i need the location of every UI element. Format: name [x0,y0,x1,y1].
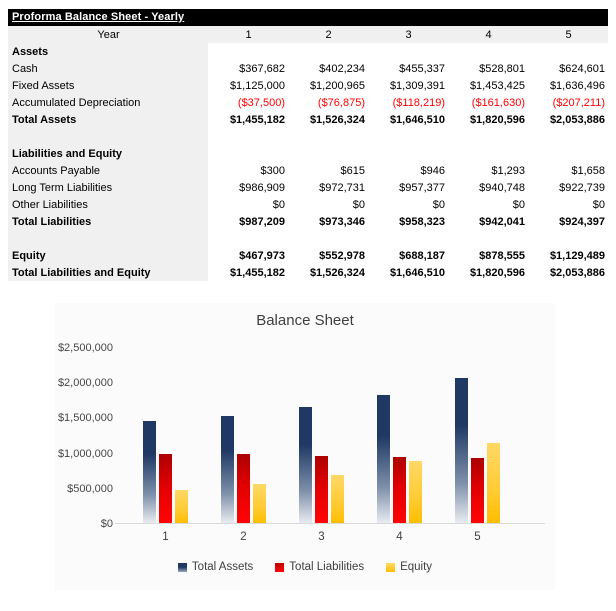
assets-bar[interactable] [299,407,312,523]
legend-item[interactable] [178,561,253,573]
value-cell[interactable] [528,43,608,60]
value-cell[interactable] [528,230,608,247]
x-axis-category-label: 2 [240,531,247,543]
table-row [8,162,608,179]
balance-sheet-grid [8,26,608,281]
year-column-header[interactable]: 1 [208,26,288,43]
value-cell[interactable]: $1,526,324 [288,111,368,128]
y-axis-tick-label: $2,000,000 [57,377,113,390]
liab-legend-swatch-icon [275,563,284,572]
table-row [8,196,608,213]
liab-bar[interactable] [471,458,484,523]
legend-label: Equity [400,561,433,573]
assets-bar[interactable] [221,416,234,523]
x-axis-category-label: 5 [474,531,481,543]
value-cell[interactable]: $922,739 [528,179,608,196]
value-cell[interactable]: $972,731 [288,179,368,196]
table-row [8,111,608,128]
value-cell[interactable]: $1,453,425 [448,77,528,94]
equity-bar[interactable] [253,484,266,523]
value-cell[interactable]: $2,053,886 [528,111,608,128]
value-cell[interactable] [528,128,608,145]
equity-bar[interactable] [487,443,500,523]
value-cell[interactable]: $455,337 [368,60,448,77]
year-column-header[interactable]: 5 [528,26,608,43]
value-cell[interactable] [368,145,448,162]
value-cell[interactable]: $1,820,596 [448,264,528,281]
table-row [8,230,608,247]
value-cell[interactable]: $1,646,510 [368,264,448,281]
value-cell[interactable]: $942,041 [448,213,528,230]
table-row [8,264,608,281]
liab-bar[interactable] [237,454,250,523]
row-label-cell[interactable]: Other Liabilities [8,196,208,213]
equity-bar[interactable] [331,475,344,523]
legend-item[interactable] [386,561,432,573]
value-cell[interactable]: $958,323 [368,213,448,230]
table-row [8,179,608,196]
value-cell[interactable]: $0 [288,196,368,213]
row-label-cell[interactable]: Total Assets [8,111,208,128]
value-cell[interactable]: $528,801 [448,60,528,77]
value-cell[interactable] [368,128,448,145]
value-cell[interactable]: $940,748 [448,179,528,196]
row-label-cell[interactable]: Long Term Liabilities [8,179,208,196]
legend-label: Total Assets [191,561,254,573]
row-label-cell[interactable]: Accounts Payable [8,162,208,179]
bar-group [377,395,422,523]
liab-bar[interactable] [159,454,172,523]
value-cell[interactable]: $1,636,496 [528,77,608,94]
sheet-title-bar: Proforma Balance Sheet - Yearly [8,9,608,26]
value-cell[interactable] [448,230,528,247]
value-cell[interactable]: $367,682 [208,60,288,77]
table-row [8,43,608,60]
value-cell[interactable]: $973,346 [288,213,368,230]
value-cell[interactable] [368,43,448,60]
value-cell[interactable]: ($118,219) [368,94,448,111]
table-row [8,94,608,111]
table-row [8,145,608,162]
bar-group [455,378,500,523]
table-body [8,26,608,281]
value-cell[interactable]: ($76,875) [288,94,368,111]
legend-label: Total Liabilities [289,561,365,573]
value-cell[interactable]: $1,646,510 [368,111,448,128]
value-cell[interactable]: ($207,211) [528,94,608,111]
year-header-row [8,26,608,43]
assets-bar[interactable] [377,395,390,523]
liab-bar[interactable] [315,456,328,523]
liab-bar[interactable] [393,457,406,523]
value-cell[interactable]: $878,555 [448,247,528,264]
value-cell[interactable] [288,145,368,162]
table-row [8,247,608,264]
assets-bar[interactable] [143,421,156,523]
value-cell[interactable]: $402,234 [288,60,368,77]
bar-group [143,421,188,523]
value-cell[interactable]: $957,377 [368,179,448,196]
value-cell[interactable]: $1,125,000 [208,77,288,94]
equity-bar[interactable] [175,490,188,523]
row-label-cell[interactable]: Accumulated Depreciation [8,94,208,111]
value-cell[interactable] [288,128,368,145]
value-cell[interactable]: $1,293 [448,162,528,179]
year-header-label[interactable]: Year [8,26,208,43]
row-label-cell[interactable]: Assets [8,43,208,60]
value-cell[interactable]: $0 [208,196,288,213]
value-cell[interactable]: $0 [448,196,528,213]
table-row [8,60,608,77]
value-cell[interactable] [368,230,448,247]
value-cell[interactable]: $467,973 [208,247,288,264]
value-cell[interactable]: $1,129,489 [528,247,608,264]
year-column-header[interactable]: 2 [288,26,368,43]
value-cell[interactable]: $1,820,596 [448,111,528,128]
value-cell[interactable]: ($37,500) [208,94,288,111]
value-cell[interactable] [448,128,528,145]
equity-bar[interactable] [409,461,422,523]
value-cell[interactable]: $946 [368,162,448,179]
value-cell[interactable]: $1,200,965 [288,77,368,94]
value-cell[interactable]: $924,397 [528,213,608,230]
value-cell[interactable]: $2,053,886 [528,264,608,281]
year-column-header[interactable]: 3 [368,26,448,43]
chart-legend [55,561,555,573]
row-label-cell[interactable]: Total Liabilities and Equity [8,264,208,281]
legend-item[interactable] [275,561,364,573]
plot-area [115,348,545,524]
balance-sheet-table [8,9,608,281]
value-cell[interactable] [208,43,288,60]
equity-legend-swatch-icon [386,563,395,572]
value-cell[interactable]: $1,658 [528,162,608,179]
x-axis-category-label: 4 [396,531,403,543]
y-axis-tick-label: $1,500,000 [57,412,113,425]
chart-title: Balance Sheet [256,312,354,329]
balance-sheet-chart[interactable] [55,303,555,590]
value-cell[interactable]: $624,601 [528,60,608,77]
value-cell[interactable]: ($161,630) [448,94,528,111]
value-cell[interactable] [208,128,288,145]
value-cell[interactable]: $0 [528,196,608,213]
value-cell[interactable] [208,145,288,162]
year-column-header[interactable]: 4 [448,26,528,43]
row-label-cell[interactable]: Equity [8,247,208,264]
value-cell[interactable]: $615 [288,162,368,179]
value-cell[interactable]: $1,526,324 [288,264,368,281]
value-cell[interactable]: $1,455,182 [208,111,288,128]
y-axis-tick-label: $500,000 [67,482,113,495]
value-cell[interactable]: $987,209 [208,213,288,230]
bar-group [221,416,266,523]
value-cell[interactable] [288,230,368,247]
row-label-cell[interactable] [8,128,208,145]
table-row [8,128,608,145]
row-label-cell[interactable]: Fixed Assets [8,77,208,94]
bar-group [299,407,344,523]
row-label-cell[interactable]: Cash [8,60,208,77]
x-axis-category-label: 1 [162,531,169,543]
table-row [8,77,608,94]
x-axis-category-label: 3 [318,531,325,543]
value-cell[interactable]: $300 [208,162,288,179]
value-cell[interactable] [448,145,528,162]
y-axis-tick-label: $0 [100,518,113,530]
value-cell[interactable]: $688,187 [368,247,448,264]
value-cell[interactable] [528,145,608,162]
row-label-cell[interactable]: Liabilities and Equity [8,145,208,162]
assets-legend-swatch-icon [178,563,187,572]
value-cell[interactable] [448,43,528,60]
value-cell[interactable]: $1,455,182 [208,264,288,281]
y-axis-tick-label: $1,000,000 [57,447,113,460]
y-axis-tick-label: $2,500,000 [57,342,113,354]
row-label-cell[interactable]: Total Liabilities [8,213,208,230]
value-cell[interactable] [208,230,288,247]
value-cell[interactable]: $986,909 [208,179,288,196]
row-label-cell[interactable] [8,230,208,247]
value-cell[interactable]: $552,978 [288,247,368,264]
table-row [8,213,608,230]
value-cell[interactable]: $1,309,391 [368,77,448,94]
value-cell[interactable] [288,43,368,60]
value-cell[interactable]: $0 [368,196,448,213]
assets-bar[interactable] [455,378,468,523]
